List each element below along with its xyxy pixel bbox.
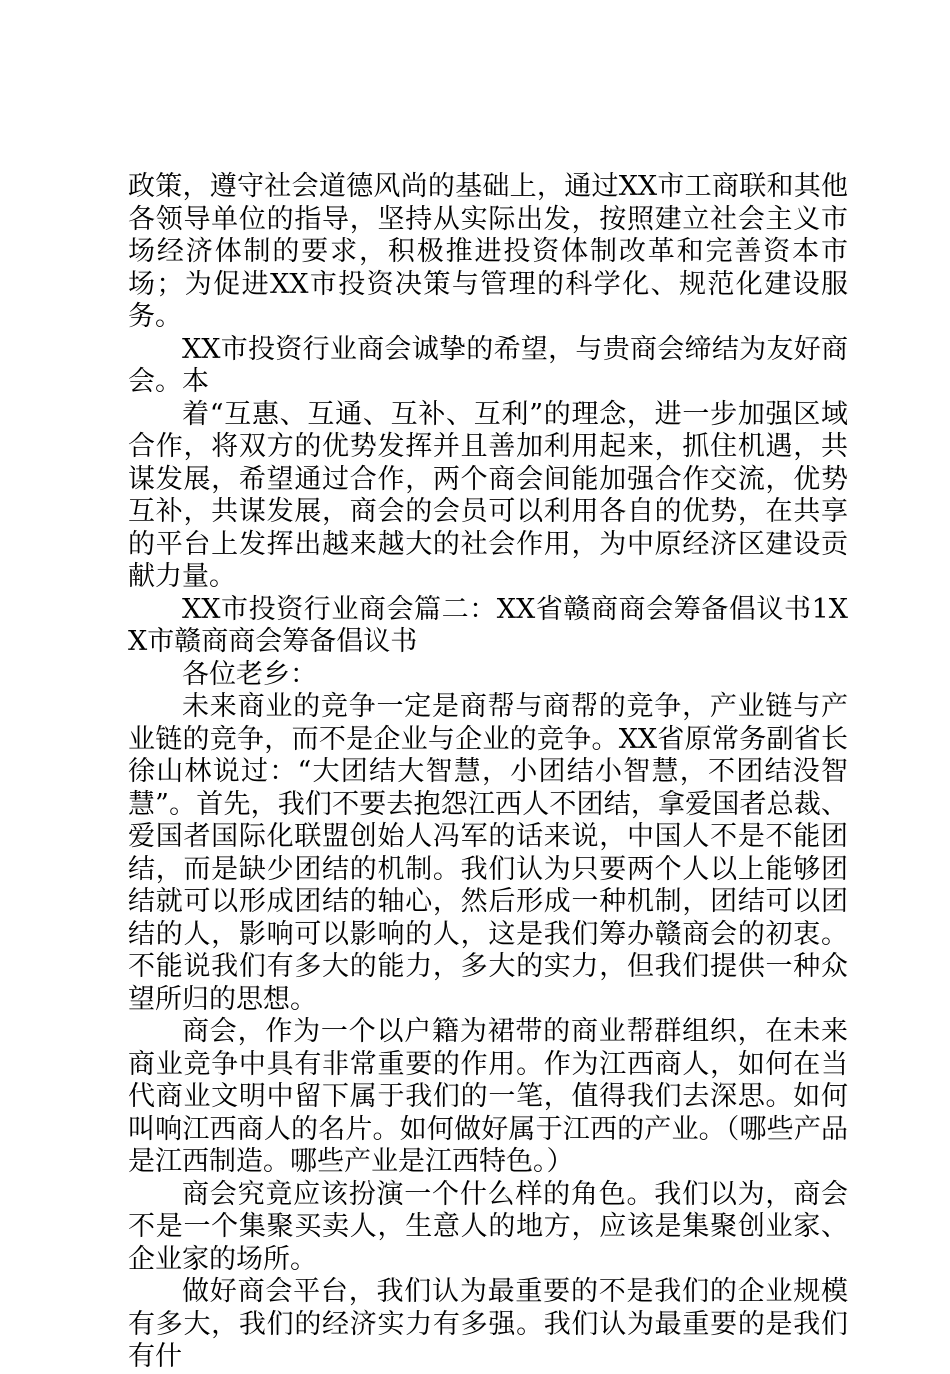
paragraph-3: 着“互惠、互通、互补、互利”的理念，进一步加强区域合作，将双方的优势发挥并且善加利用起来，抓住机遇，共谋发展，希望通过合作，两个商会间能加强合作交流，优势互补，共谋发展，商会的会员可以利用各自的优势，在共享的平台上发挥出越来越大的社会作用，为中原经济区建设贡献力量。 xyxy=(128,398,848,592)
paragraph-2: XX市投资行业商会诚挚的希望，与贵商会缔结为友好商会。本 xyxy=(128,333,848,397)
paragraph-1: 政策，遵守社会道德风尚的基础上，通过XX市工商联和其他各领导单位的指导，坚持从实际出发，按照建立社会主义市场经济体制的要求，积极推进投资体制改革和完善资本市场；为促进XX市投资决策与管理的科学化、规范化建设服务。 xyxy=(128,171,848,332)
paragraph-6: 未来商业的竞争一定是商帮与商帮的竞争，产业链与产业链的竞争，而不是企业与企业的竞争。XX省原常务副省长徐山林说过：“大团结大智慧，小团结小智慧，不团结没智慧”。首先，我们不要去抱怨江西人不团结，拿爱国者总裁、爱国者国际化联盟创始人冯军的话来说，中国人不是不能团结，而是缺少团结的机制。我们认为只要两个人以上能够团结就可以形成团结的轴心，然后形成一种机制，团结可以团结的人，影响可以影响的人，这是我们筹办赣商会的初衷。不能说我们有多大的能力，多大的实力，但我们提供一种众望所归的思想。 xyxy=(128,691,848,1015)
paragraph-5: 各位老乡： xyxy=(182,658,317,690)
paragraph-9: 做好商会平台，我们认为最重要的不是我们的企业规模有多大，我们的经济实力有多强。我们认为最重要的是我们有什 xyxy=(128,1276,848,1372)
paragraph-4: XX市投资行业商会篇二：XX省赣商商会筹备倡议书1XX市赣商商会筹备倡议书 xyxy=(128,593,848,657)
paragraph-7: 商会，作为一个以户籍为裙带的商业帮群组织，在未来商业竞争中具有非常重要的作用。作为江西商人，如何在当代商业文明中留下属于我们的一笔，值得我们去深思。如何叫响江西商人的名片。如何做好属于江西的产业。（哪些产品是江西制造。哪些产业是江西特色。） xyxy=(128,1016,848,1177)
document-body xyxy=(128,171,848,1374)
paragraph-8: 商会究竟应该扮演一个什么样的角色。我们以为，商会不是一个集聚买卖人，生意人的地方，应该是集聚创业家、企业家的场所。 xyxy=(128,1178,848,1275)
